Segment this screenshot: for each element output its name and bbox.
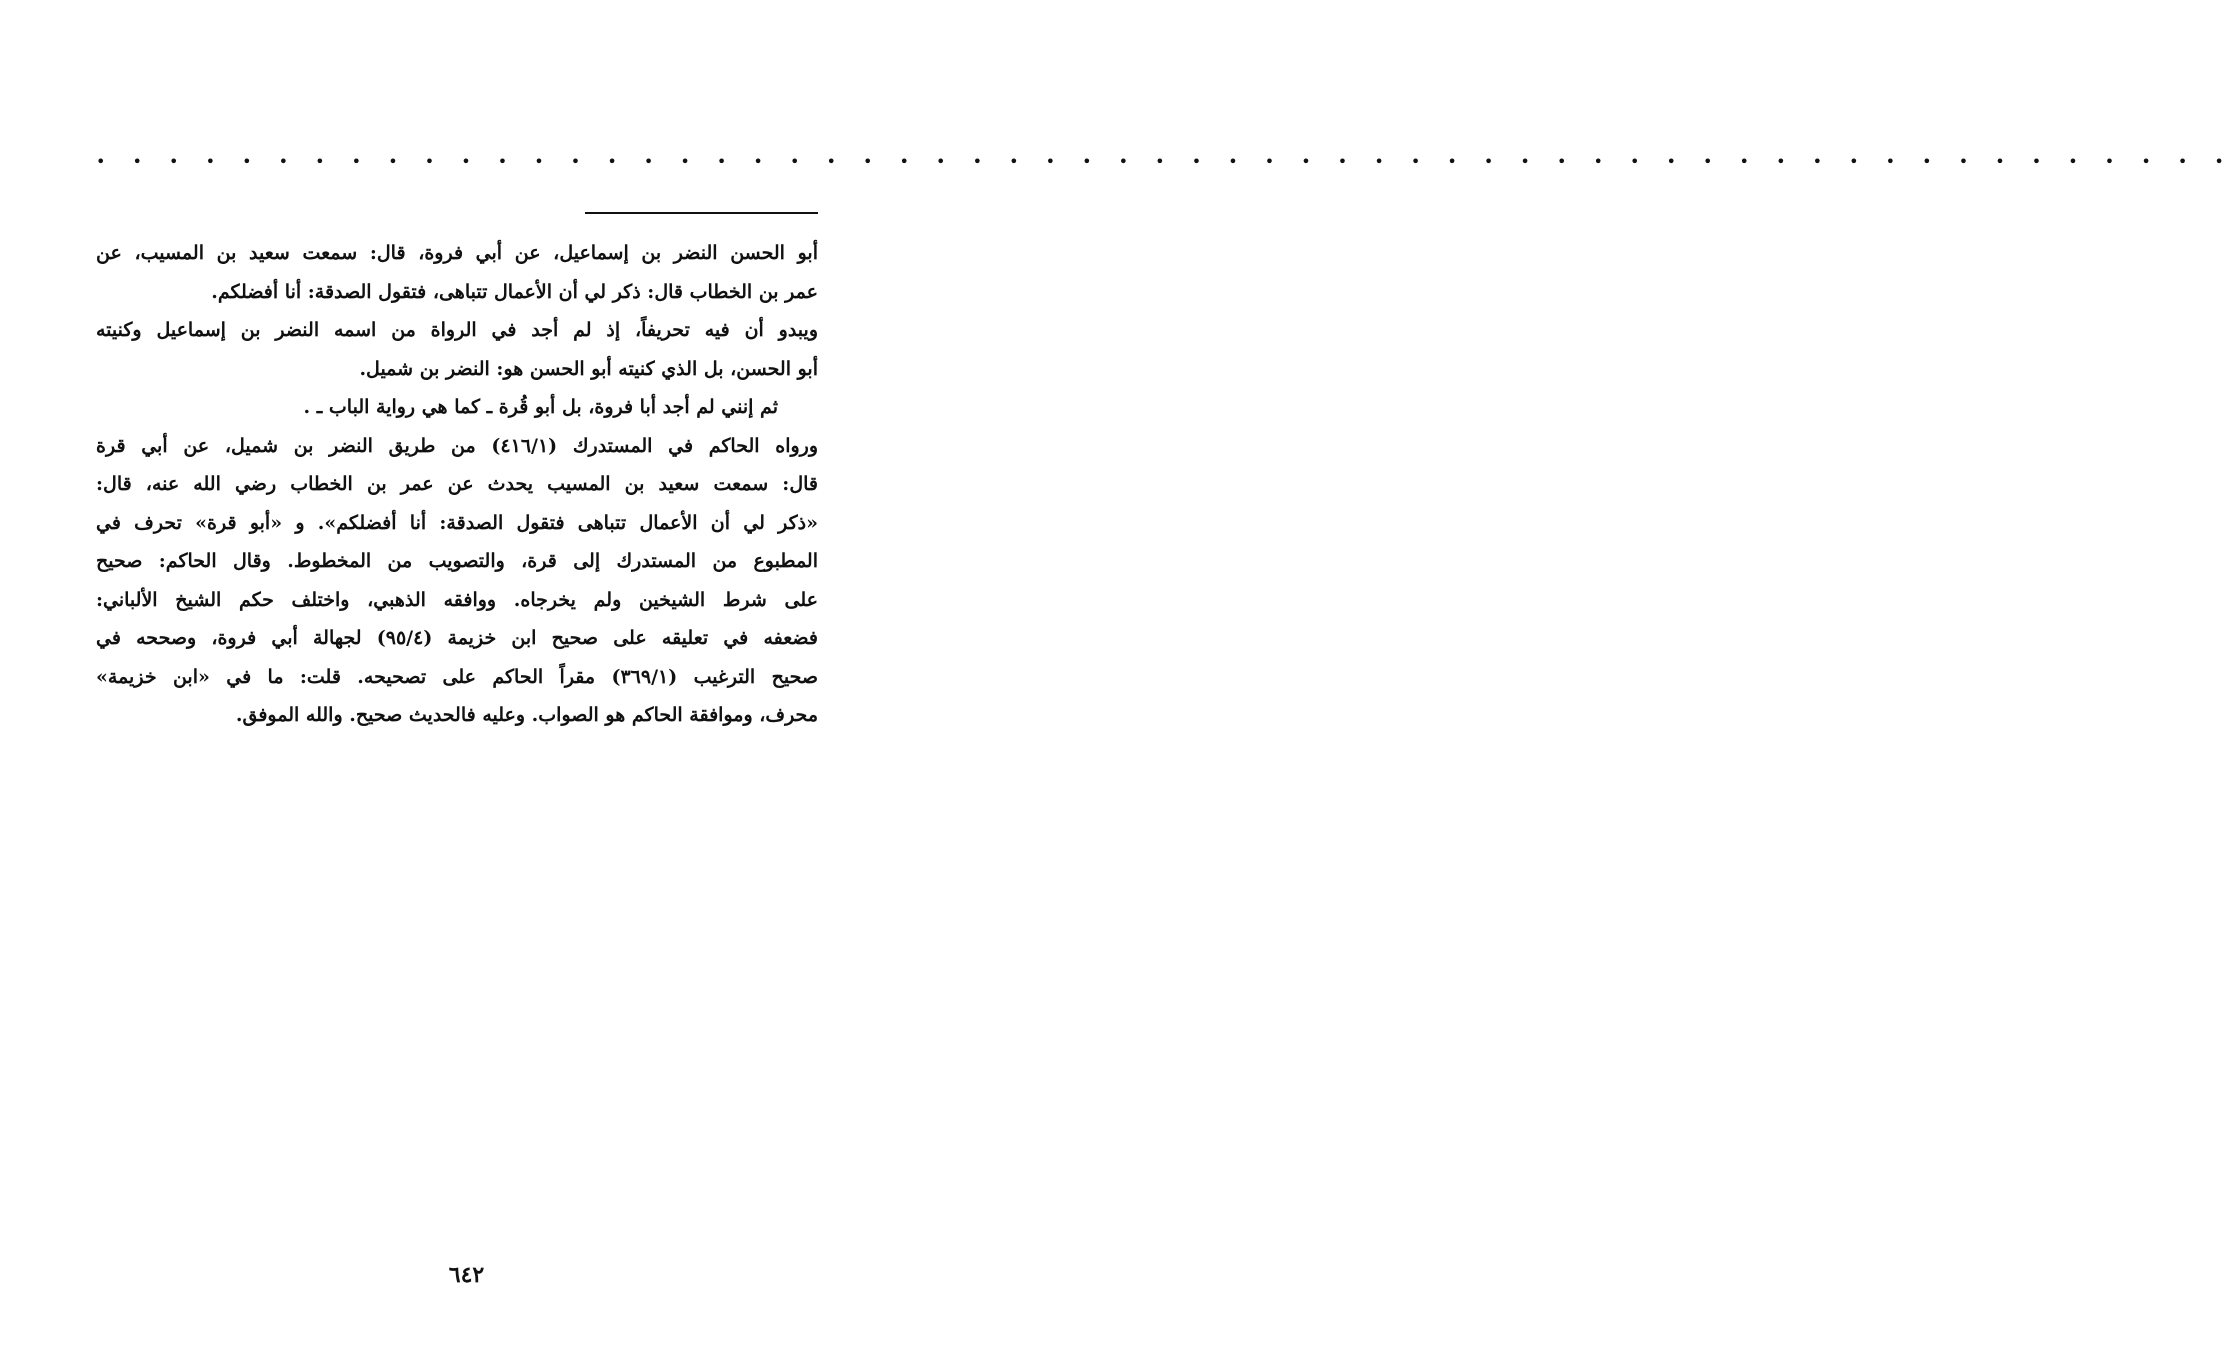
footnote-line: على شرط الشيخين ولم يخرجاه. ووافقه الذهبي، واختلف حكم الشيخ الألباني: xyxy=(96,588,818,611)
footnote-rule xyxy=(585,212,818,214)
footnote-line: ثم إنني لم أجد أبا فروة، بل أبو قُرة ـ كما هي رواية الباب ـ . xyxy=(303,396,778,418)
footnote-line: عمر بن الخطاب قال: ذكر لي أن الأعمال تتباهى، فتقول الصدقة: أنا أفضلكم. xyxy=(211,280,818,303)
footnote-line: قال: سمعت سعيد بن المسيب يحدث عن عمر بن الخطاب رضي الله عنه، قال: xyxy=(96,473,818,495)
footnote-line: فضعفه في تعليقه على صحيح ابن خزيمة (٩٥/٤) لجهالة أبي فروة، وصححه في xyxy=(96,627,818,649)
separator-dots: • • • • • • • • • • • • • • • • • • • • • • • • • • • • • • • • • • • • • • • • • • • • • • • • • • • • • • • • • • • xyxy=(96,152,2235,171)
footnote-line: المطبوع من المستدرك إلى قرة، والتصويب من المخطوط. وقال الحاكم: صحيح xyxy=(96,550,818,572)
footnote-line: أبو الحسن، بل الذي كنيته أبو الحسن هو: النضر بن شميل. xyxy=(359,357,818,380)
footnote-line: صحيح الترغيب (٣٦٩/١) مقراً الحاكم على تصحيحه. قلت: ما في «ابن خزيمة» xyxy=(96,665,818,688)
page-number: ٦٤٢ xyxy=(448,1262,485,1288)
footnote-line: محرف، وموافقة الحاكم هو الصواب. وعليه فالحديث صحيح. والله الموفق. xyxy=(235,704,818,726)
footnote-line: «ذكر لي أن الأعمال تتباهى فتقول الصدقة: أنا أفضلكم». و «أبو قرة» تحرف في xyxy=(96,511,818,534)
footnote-line: أبو الحسن النضر بن إسماعيل، عن أبي فروة، قال: سمعت سعيد بن المسيب، عن xyxy=(96,242,818,264)
footnote-line: ورواه الحاكم في المستدرك (٤١٦/١) من طريق النضر بن شميل، عن أبي قرة xyxy=(96,434,819,457)
footnote-line: ويبدو أن فيه تحريفاً، إذ لم أجد في الرواة من اسمه النضر بن إسماعيل وكنيته xyxy=(96,319,818,341)
footnote-text xyxy=(96,234,818,735)
